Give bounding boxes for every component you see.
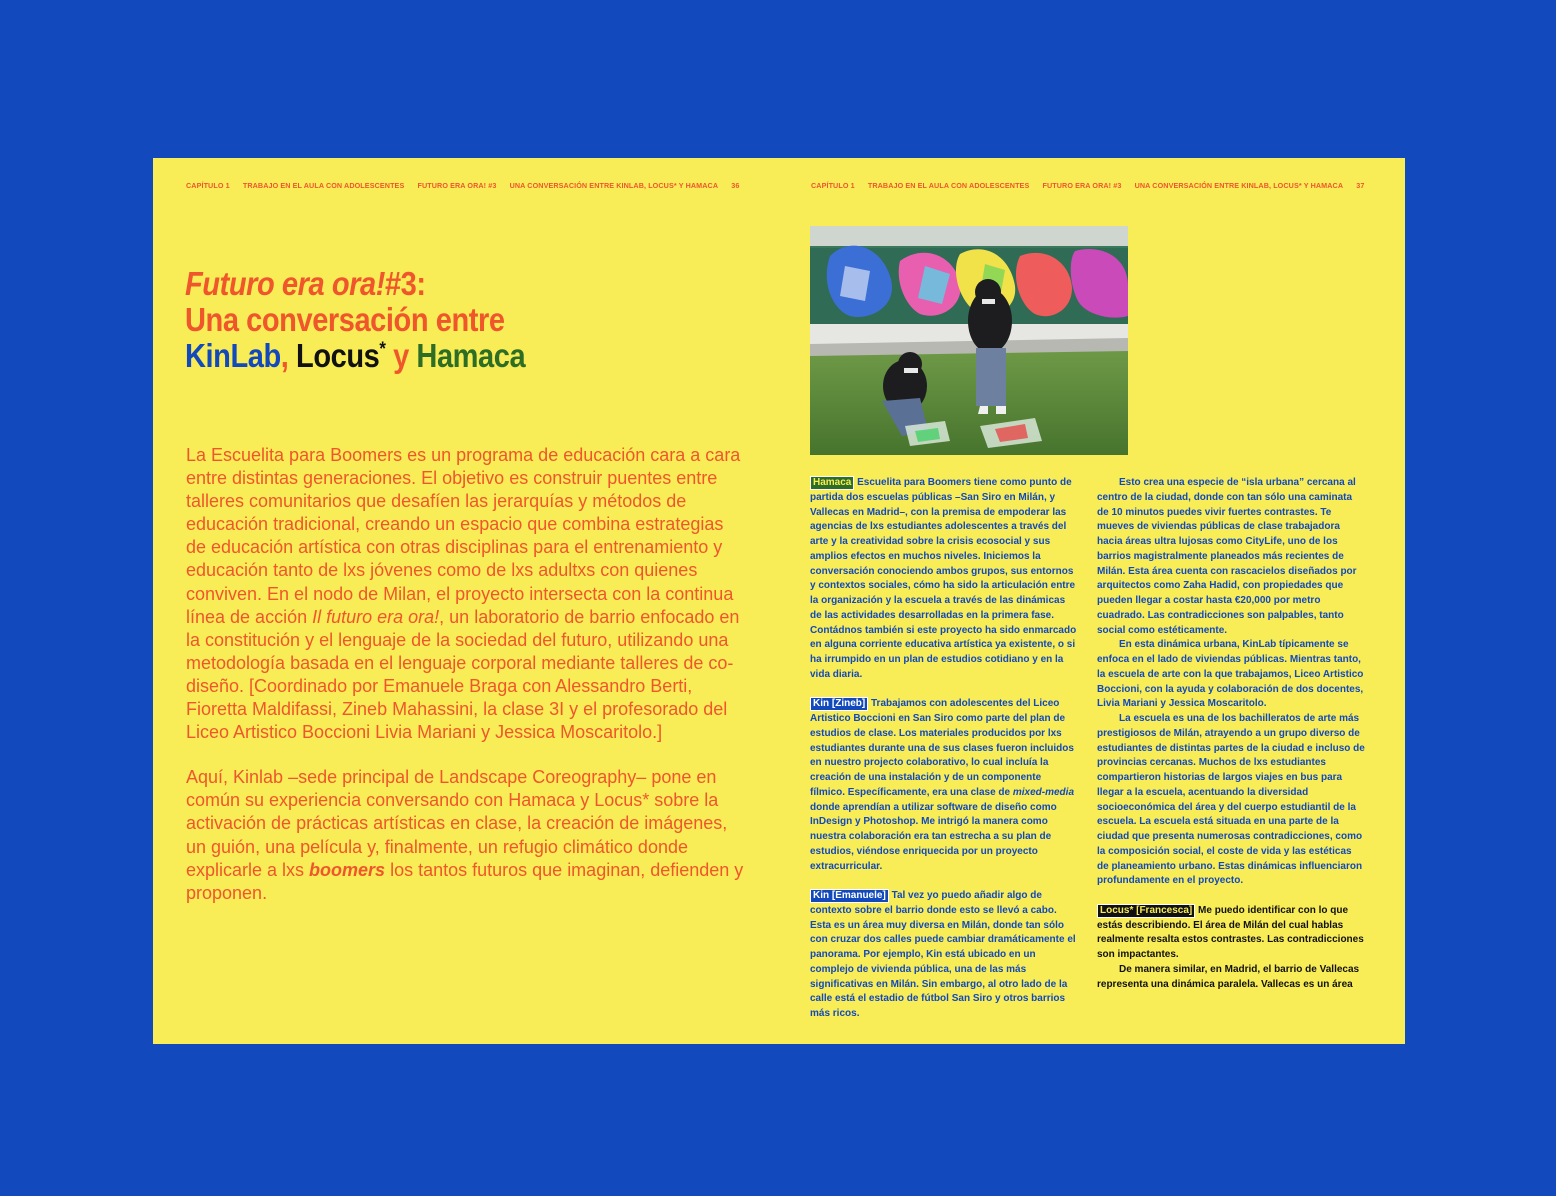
- paragraph: Esto crea una especie de “isla urbana” cercana al centro de la ciudad, donde con tan sólo una caminata de 10 minutos puedes vivir fuertes contrastes. Te mueves de viviendas públicas de clase trabajadora hacia áreas ultra lujosas como CityLife, uno de los barrios magistralmente planeados más recientes de Milán. Esta área cuenta con rascacielos diseñados por arquitectos como Zaha Hadid, con propiedades que pueden llegar a costar hasta €20,000 por metro cuadrado. Las contradicciones son palpables, tanto social como estéticamente.: [1097, 477, 1357, 636]
- text-column-left: [810, 476, 1078, 1022]
- photo-illustration: [810, 226, 1128, 455]
- dialogue-emanuele: Kin [Emanuele] Tal vez yo puedo añadir algo de contexto sobre el barrio donde esto se llevó a cabo. Esta es un área muy diversa en Milán, donde tan sólo con cruzar dos calles puede cambiar dramáticamente el panorama. Por ejemplo, Kin está ubicado en un complejo de vivienda pública, una de las más significativas en Milán. Sin embargo, al otro lado de la calle está el estadio de fútbol San Siro y otros barrios más ricos.: [810, 890, 1076, 1019]
- page-number: 37: [1356, 181, 1365, 190]
- article-title: [185, 266, 525, 374]
- header-chapter: CAPÍTULO 1: [811, 181, 855, 190]
- title-line-3: KinLab, Locus* y Hamaca: [185, 337, 526, 374]
- intro-paragraph: La Escuelita para Boomers es un programa de educación cara a cara entre distintas generaciones. El objetivo es construir puentes entre talleres comunitarios que desafíen las jerarquías y métodos de educación tradicional, creando un espacio que combina estrategias de educación artística con otras disciplinas para el entrenamiento y educación tanto de lxs jóvenes como de lxs adultxs con quienes conviven. En el nodo de Milan, el proyecto intersecta con la continua línea de acción Il futuro era ora!, un laboratorio de barrio enfocado en la constitución y el lenguaje de la sociedad del futuro, utilizando una metodología basada en el lenguaje corporal mediante talleres de co-diseño. [Coordinado por Emanuele Braga con Alessandro Berti, Fioretta Maldifassi, Zineb Mahassini, la clase 3I y el profesorado del Liceo Artistico Boccioni Livia Mariani y Jessica Moscaritolo.]: [186, 445, 741, 743]
- graffiti-photo: [810, 226, 1128, 455]
- dialogue-francesca: Locus* [Francesca] Me puedo identificar con lo que estás describiendo. El área de Milán del cual hablas realmente resalta estos contrastes. Las contradicciones son impactantes.: [1097, 904, 1364, 960]
- header-chapter: CAPÍTULO 1: [186, 181, 230, 190]
- header-title: FUTURO ERA ORA! #3: [417, 181, 497, 190]
- header-section: TRABAJO EN EL AULA CON ADOLESCENTES: [242, 181, 405, 190]
- text-column-right: [1097, 476, 1365, 992]
- header-subtitle: UNA CONVERSACIÓN ENTRE KINLAB, LOCUS* Y HAMACA: [1134, 181, 1344, 190]
- dialogue-zineb: Kin [Zineb] Trabajamos con adolescentes del Liceo Artistico Boccioni en San Siro como parte del plan de estudios de clase. Los materiales producidos por lxs estudiantes durante una de sus clases fueron incluidos en nuestro projecto colaborativo, lo cual incluía la creación de una instalación y de un componente fílmico. Específicamente, era una clase de mixed-media donde aprendían a utilizar software de diseño como InDesign y Photoshop. Me intrigó la manera como nuestra colaboración era tan estrecha a su plan de estudios, viéndose enriquecida por un proyecto extracurricular.: [810, 698, 1075, 872]
- speaker-tag-emanuele: Kin [Emanuele]: [810, 889, 889, 903]
- speaker-tag-zineb: Kin [Zineb]: [810, 697, 868, 711]
- paragraph: De manera similar, en Madrid, el barrio de Vallecas representa una dinámica paralela. Vallecas es un área: [1097, 963, 1360, 990]
- paragraph: La escuela es una de los bachilleratos de arte más prestigiosos de Milán, atrayendo a un grupo diverso de estudiantes de distintas partes de la ciudad e incluso de provincias cercanas. Muchos de lxs estudiantes compartieron historias de largos viajes en bus para llegar a la escuela, acentuando la diversidad socioeconómica del área y del cuerpo estudiantil de la escuela. La escuela está situada en una parte de la ciudad que presenta numerosas contradicciones, como la composición social, el coste de vida y las estéticas de planeamiento urbano. Estas dinámicas influenciaron profundamente en el proyecto.: [1097, 713, 1365, 887]
- header-section: TRABAJO EN EL AULA CON ADOLESCENTES: [867, 181, 1030, 190]
- header-subtitle: UNA CONVERSACIÓN ENTRE KINLAB, LOCUS* Y HAMACA: [509, 181, 719, 190]
- title-line-2: Una conversación entre: [185, 301, 505, 338]
- running-header-right: [811, 181, 1364, 190]
- speaker-tag-hamaca: Hamaca: [810, 476, 854, 490]
- intro-text: [186, 444, 746, 927]
- speaker-tag-francesca: Locus* [Francesca]: [1097, 904, 1195, 918]
- intro-paragraph: Aquí, Kinlab –sede principal de Landscape Coreography– pone en común su experiencia conversando con Hamaca y Locus* sobre la activación de prácticas artísticas en clase, la creación de imágenes, un guión, una película y, finalmente, un refugio climático donde explicarle a lxs boomers los tantos futuros que imaginan, defienden y proponen.: [186, 767, 744, 903]
- header-title: FUTURO ERA ORA! #3: [1042, 181, 1122, 190]
- paragraph: En esta dinámica urbana, KinLab típicamente se enfoca en el lado de viviendas públicas. Mientras tanto, la escuela de arte con la que trabajamos, Liceo Artistico Boccioni, con la ayuda y colaboración de dos docentes, Livia Mariani y Jessica Moscaritolo.: [1097, 639, 1364, 710]
- dialogue-hamaca: Hamaca Escuelita para Boomers tiene como punto de partida dos escuelas públicas –San Siro en Milán, y Vallecas en Madrid–, con la premisa de empoderar las agencias de lxs estudiantes adolescentes a través del arte y la creatividad sobre la crisis ecosocial y sus amplios efectos en muchos niveles. Iniciemos la conversación conociendo ambos grupos, sus entornos y contextos sociales, cómo ha sido la articulación entre la organización y la escuela a través de las dinámicas de las actividades desarrolladas en la primera fase. Contádnos también si este proyecto ha sido enmarcado en alguna corriente educativa artística ya existente, o si ha irrumpido en un plan de estudios cotidiano y en la vida diaria.: [810, 477, 1077, 680]
- running-header-left: [186, 181, 739, 190]
- page-number: 36: [731, 181, 740, 190]
- book-spread: [153, 158, 1405, 1044]
- title-line-1: Futuro era ora!#3:: [185, 265, 426, 302]
